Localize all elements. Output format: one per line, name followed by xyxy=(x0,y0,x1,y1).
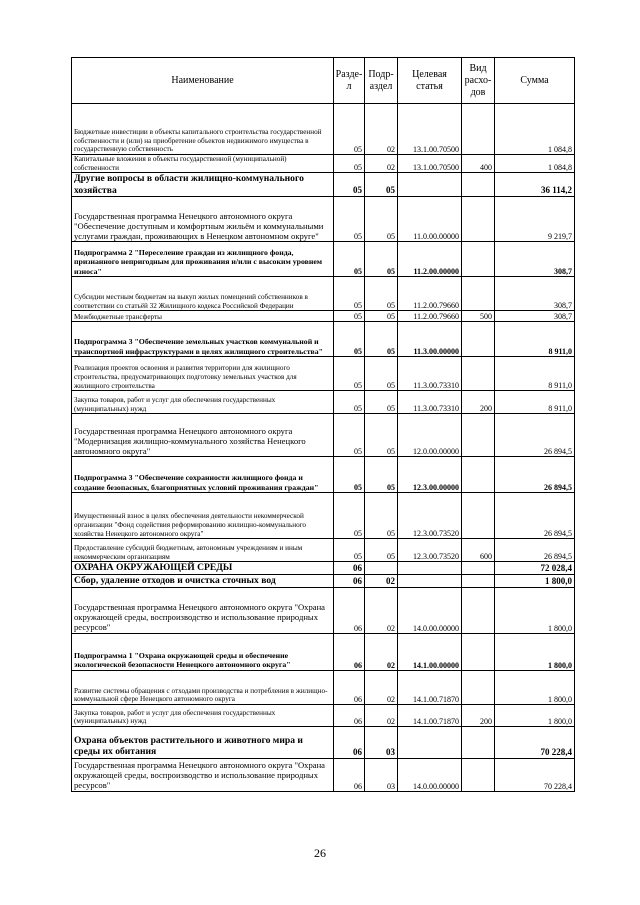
cell-amount: 1 800,0 xyxy=(495,574,575,587)
cell-section: 05 xyxy=(334,197,365,242)
cell-target: 12.3.00.73520 xyxy=(398,539,462,562)
budget-table xyxy=(71,57,575,792)
cell-name: Бюджетные инвестиции в объекты капитального строительства государственной собственности и (или) на приобретение объектов недвижимого имущества в государственную собственность xyxy=(72,104,334,155)
cell-section: 05 xyxy=(334,539,365,562)
table-header-row xyxy=(72,58,575,104)
header-subsection: Подраздел xyxy=(365,58,398,104)
cell-name: Государственная программа Ненецкого автономного округа "Охрана окружающей среды, воспроизводство и использование природных ресурсов" xyxy=(72,587,334,633)
cell-target: 11.2.00.00000 xyxy=(398,242,462,277)
table-row xyxy=(72,173,575,197)
header-section: Раздел xyxy=(334,58,365,104)
cell-subsection: 05 xyxy=(365,197,398,242)
cell-section: 05 xyxy=(334,457,365,493)
table-row xyxy=(72,357,575,391)
cell-name: Подпрограмма 3 "Обеспечение земельных участков коммунальной и транспортной инфраструктурами в целях жилищного строительства" xyxy=(72,322,334,357)
cell-target: 14.0.00.00000 xyxy=(398,587,462,633)
table-row xyxy=(72,493,575,539)
cell-subsection: 03 xyxy=(365,758,398,791)
cell-subsection: 05 xyxy=(365,173,398,197)
cell-section: 06 xyxy=(334,704,365,726)
cell-section: 06 xyxy=(334,587,365,633)
table-row xyxy=(72,726,575,758)
cell-name: Субсидии местным бюджетам на выкуп жилых помещений собственников в соответствии со статьёй 32 Жилищного кодекса Российской Федерации xyxy=(72,277,334,311)
cell-target xyxy=(398,562,462,575)
table-row xyxy=(72,155,575,173)
cell-subsection: 02 xyxy=(365,155,398,173)
cell-section: 05 xyxy=(334,357,365,391)
table-row xyxy=(72,457,575,493)
cell-name: Подпрограмма 2 "Переселение граждан из жилищного фонда, признанного непригодным для проживания и/или с высоким уровнем износа" xyxy=(72,242,334,277)
cell-expense-type xyxy=(462,173,495,197)
cell-section: 05 xyxy=(334,311,365,322)
cell-amount: 308,7 xyxy=(495,242,575,277)
cell-subsection: 05 xyxy=(365,277,398,311)
cell-section: 05 xyxy=(334,322,365,357)
cell-name: Закупка товаров, работ и услуг для обеспечения государственных (муниципальных) нужд xyxy=(72,704,334,726)
cell-amount: 26 894,5 xyxy=(495,539,575,562)
header-target: Целевая статья xyxy=(398,58,462,104)
cell-name: Охрана объектов растительного и животного мира и среды их обитания xyxy=(72,726,334,758)
cell-amount: 308,7 xyxy=(495,311,575,322)
cell-expense-type xyxy=(462,574,495,587)
cell-expense-type: 400 xyxy=(462,155,495,173)
cell-expense-type: 200 xyxy=(462,704,495,726)
cell-subsection: 05 xyxy=(365,242,398,277)
header-expense-type: Вид расходов xyxy=(462,58,495,104)
cell-target xyxy=(398,173,462,197)
cell-amount: 26 894,5 xyxy=(495,414,575,457)
cell-target: 13.1.00.70500 xyxy=(398,104,462,155)
cell-subsection: 05 xyxy=(365,539,398,562)
cell-amount: 26 894,5 xyxy=(495,493,575,539)
cell-amount: 1 800,0 xyxy=(495,670,575,704)
cell-expense-type xyxy=(462,726,495,758)
cell-expense-type xyxy=(462,493,495,539)
cell-subsection: 05 xyxy=(365,357,398,391)
cell-subsection: 02 xyxy=(365,104,398,155)
table-row xyxy=(72,670,575,704)
cell-subsection: 02 xyxy=(365,704,398,726)
cell-subsection: 05 xyxy=(365,414,398,457)
table-row xyxy=(72,539,575,562)
cell-amount: 9 219,7 xyxy=(495,197,575,242)
page-number: 26 xyxy=(314,846,326,860)
cell-target: 14.0.00.00000 xyxy=(398,758,462,791)
cell-name: Предоставление субсидий бюджетным, автономным учреждениям и иным некоммерческим организациям xyxy=(72,539,334,562)
table-row xyxy=(72,562,575,575)
table-row xyxy=(72,322,575,357)
cell-name: Имущественный взнос в целях обеспечения деятельности некоммерческой организации "Фонд содействия реформированию жилищно-коммунального хозяйства Ненецкого автономного округа" xyxy=(72,493,334,539)
cell-target xyxy=(398,726,462,758)
cell-expense-type xyxy=(462,277,495,311)
cell-name: Развитие системы обращения с отходами производства и потребления в жилищно-коммунальной сфере Ненецкого автономного округа xyxy=(72,670,334,704)
cell-expense-type xyxy=(462,357,495,391)
cell-name: Подпрограмма 3 "Обеспечение сохранности жилищного фонда и создание безопасных, благоприятных условий проживания граждан" xyxy=(72,457,334,493)
table-row xyxy=(72,414,575,457)
cell-target: 12.0.00.00000 xyxy=(398,414,462,457)
cell-amount: 8 911,0 xyxy=(495,391,575,414)
cell-amount: 26 894,5 xyxy=(495,457,575,493)
table-row xyxy=(72,758,575,791)
cell-amount: 1 800,0 xyxy=(495,633,575,670)
cell-expense-type: 200 xyxy=(462,391,495,414)
cell-section: 05 xyxy=(334,242,365,277)
cell-amount: 308,7 xyxy=(495,277,575,311)
cell-subsection: 02 xyxy=(365,587,398,633)
cell-section: 05 xyxy=(334,104,365,155)
cell-expense-type xyxy=(462,587,495,633)
cell-name: ОХРАНА ОКРУЖАЮЩЕЙ СРЕДЫ xyxy=(72,562,334,575)
cell-amount: 70 228,4 xyxy=(495,726,575,758)
cell-section: 05 xyxy=(334,493,365,539)
cell-section: 06 xyxy=(334,726,365,758)
cell-subsection xyxy=(365,562,398,575)
cell-expense-type xyxy=(462,457,495,493)
cell-name: Государственная программа Ненецкого автономного округа "Обеспечение доступным и комфортным жильём и коммунальными услугами граждан, проживающих в Ненецком автономном округе" xyxy=(72,197,334,242)
cell-target: 11.0.00.00000 xyxy=(398,197,462,242)
cell-name: Межбюджетные трансферты xyxy=(72,311,334,322)
cell-subsection: 02 xyxy=(365,633,398,670)
cell-subsection: 03 xyxy=(365,726,398,758)
cell-name: Капитальные вложения в объекты государственной (муниципальной) собственности xyxy=(72,155,334,173)
header-name: Наименование xyxy=(72,58,334,104)
cell-target: 14.1.00.00000 xyxy=(398,633,462,670)
cell-amount: 70 228,4 xyxy=(495,758,575,791)
table-row xyxy=(72,277,575,311)
table-row xyxy=(72,633,575,670)
table-row xyxy=(72,391,575,414)
cell-subsection: 02 xyxy=(365,574,398,587)
cell-target: 12.3.00.00000 xyxy=(398,457,462,493)
table-row xyxy=(72,704,575,726)
cell-target xyxy=(398,574,462,587)
cell-target: 11.3.00.73310 xyxy=(398,391,462,414)
cell-target: 11.2.00.79660 xyxy=(398,277,462,311)
cell-name: Сбор, удаление отходов и очистка сточных вод xyxy=(72,574,334,587)
cell-expense-type xyxy=(462,242,495,277)
cell-expense-type xyxy=(462,322,495,357)
cell-expense-type xyxy=(462,670,495,704)
cell-expense-type xyxy=(462,758,495,791)
cell-name: Подпрограмма 1 "Охрана окружающей среды и обеспечение экологической безопасности Ненецкого автономного округа" xyxy=(72,633,334,670)
table-row xyxy=(72,197,575,242)
cell-amount: 1 800,0 xyxy=(495,587,575,633)
cell-amount: 72 028,4 xyxy=(495,562,575,575)
cell-section: 05 xyxy=(334,277,365,311)
cell-expense-type xyxy=(462,104,495,155)
cell-name: Реализация проектов освоения и развития территории для жилищного строительства, предусматривающих подготовку земельных участков для жилищного строительства xyxy=(72,357,334,391)
cell-section: 06 xyxy=(334,562,365,575)
cell-expense-type: 500 xyxy=(462,311,495,322)
cell-amount: 1 800,0 xyxy=(495,704,575,726)
cell-expense-type: 600 xyxy=(462,539,495,562)
cell-subsection: 05 xyxy=(365,311,398,322)
table-body xyxy=(72,104,575,792)
cell-subsection: 05 xyxy=(365,322,398,357)
cell-section: 06 xyxy=(334,574,365,587)
cell-section: 06 xyxy=(334,633,365,670)
cell-amount: 1 084,8 xyxy=(495,104,575,155)
cell-expense-type xyxy=(462,633,495,670)
cell-name: Закупка товаров, работ и услуг для обеспечения государственных (муниципальных) нужд xyxy=(72,391,334,414)
cell-target: 12.3.00.73520 xyxy=(398,493,462,539)
cell-target: 14.1.00.71870 xyxy=(398,670,462,704)
cell-amount: 8 911,0 xyxy=(495,357,575,391)
table-row xyxy=(72,574,575,587)
cell-name: Другие вопросы в области жилищно-коммунального хозяйства xyxy=(72,173,334,197)
table-row xyxy=(72,311,575,322)
cell-expense-type xyxy=(462,197,495,242)
cell-target: 13.1.00.70500 xyxy=(398,155,462,173)
cell-target: 11.3.00.73310 xyxy=(398,357,462,391)
cell-amount: 1 084,8 xyxy=(495,155,575,173)
cell-expense-type xyxy=(462,414,495,457)
cell-subsection: 05 xyxy=(365,493,398,539)
table-row xyxy=(72,587,575,633)
cell-subsection: 02 xyxy=(365,670,398,704)
cell-expense-type xyxy=(462,562,495,575)
cell-target: 14.1.00.71870 xyxy=(398,704,462,726)
table-row xyxy=(72,242,575,277)
header-amount: Сумма xyxy=(495,58,575,104)
cell-section: 05 xyxy=(334,391,365,414)
cell-name: Государственная программа Ненецкого автономного округа "Модернизация жилищно-коммунального хозяйства Ненецкого автономного округа" xyxy=(72,414,334,457)
cell-amount: 8 911,0 xyxy=(495,322,575,357)
cell-target: 11.2.00.79660 xyxy=(398,311,462,322)
cell-section: 05 xyxy=(334,155,365,173)
cell-section: 05 xyxy=(334,414,365,457)
cell-amount: 36 114,2 xyxy=(495,173,575,197)
cell-section: 06 xyxy=(334,670,365,704)
cell-subsection: 05 xyxy=(365,391,398,414)
cell-name: Государственная программа Ненецкого автономного округа "Охрана окружающей среды, воспроизводство и использование природных ресурсов" xyxy=(72,758,334,791)
cell-target: 11.3.00.00000 xyxy=(398,322,462,357)
cell-section: 05 xyxy=(334,173,365,197)
cell-subsection: 05 xyxy=(365,457,398,493)
cell-section: 06 xyxy=(334,758,365,791)
table-row xyxy=(72,104,575,155)
